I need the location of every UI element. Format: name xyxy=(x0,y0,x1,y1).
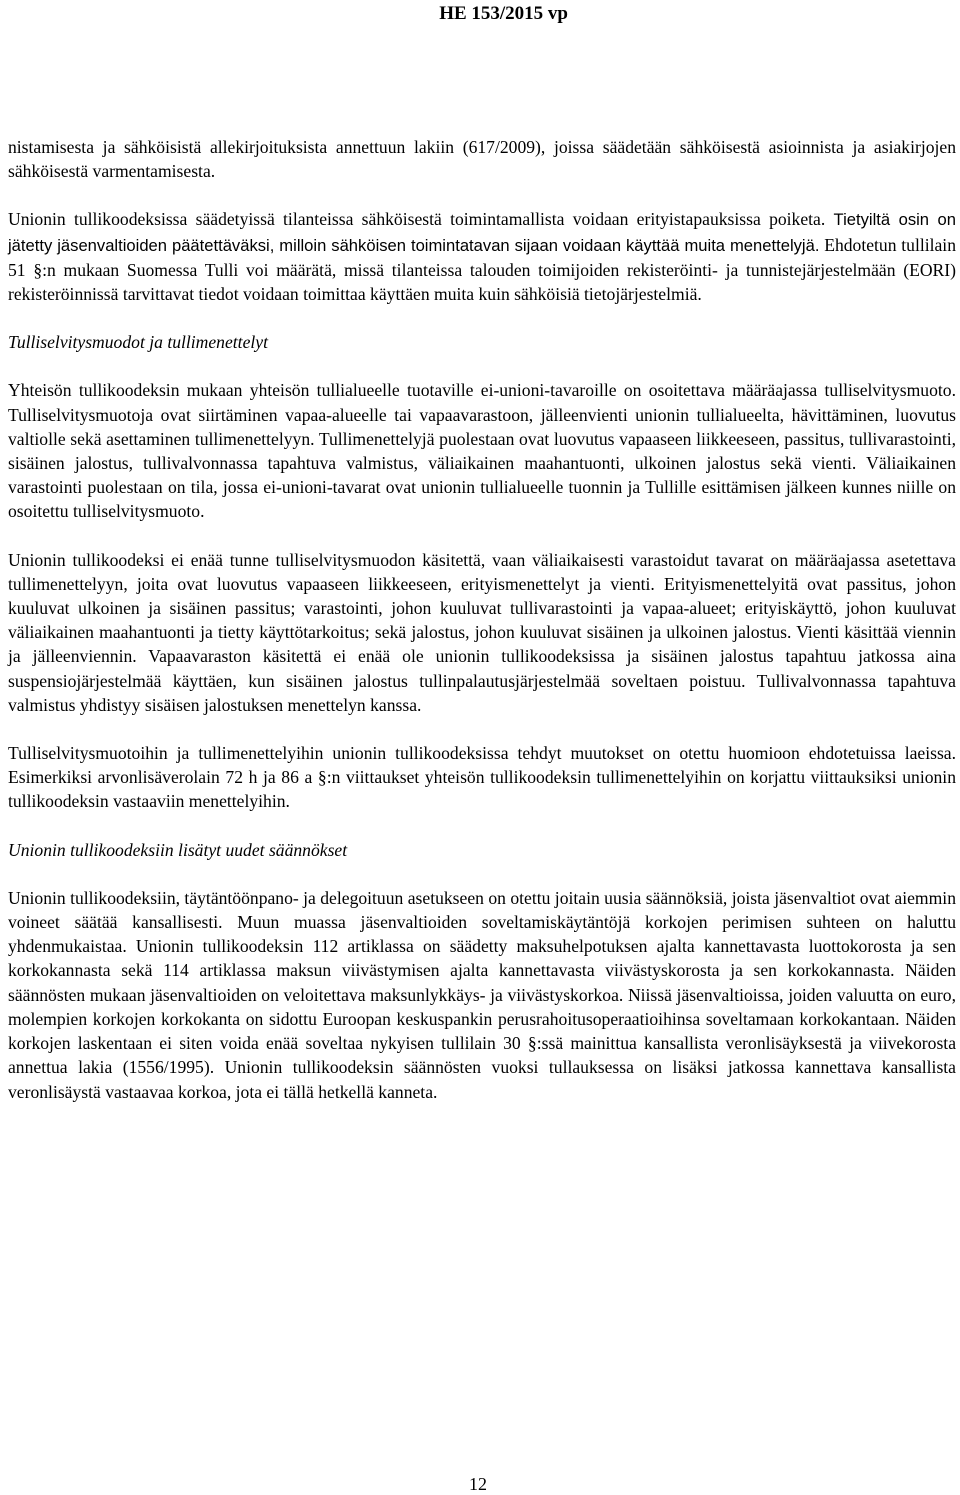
paragraph-continuation: nistamisesta ja sähköisistä allekirjoituksista annettuun lakiin (617/2009), joissa säädetään sähköisestä asioinnista ja asiakirjojen sähköisestä varmentamisesta. xyxy=(8,137,956,182)
paragraph: Yhteisön tullikoodeksin mukaan yhteisön tullialueelle tuotaville ei-unioni-tavaroille on osoitettava määräajassa tulliselvitysmuoto. Tulliselvitysmuotoja ovat siirtäminen vapaa-alueelle tai vapaavarastoon, jälleenvienti unionin tullialueelta, hävittäminen, luovutus valtiolle sekä asettaminen tullimenettelyyn. Tullimenettelyjä puolestaan ovat luovutus vapaaseen liikkeeseen, passitus, tullivarastointi, sisäinen jalostus, tullivalvonnassa tapahtuva valmistus, väliaikainen maahantuonti, ulkoinen jalostus sekä vienti. Väliaikainen varastointi puolestaan on tila, jossa ei-unioni-tavarat ovat unionin tullialueelle tuonnin ja Tullille esittämisen jälkeen kunnes niille on osoitettu tulliselvitysmuoto. xyxy=(8,380,956,522)
document-body xyxy=(8,135,956,1128)
paragraph: Tulliselvitysmuotoihin ja tullimenettelyihin unionin tullikoodeksissa tehdyt muutokset on otettu huomioon ehdotetuissa laeissa. Esimerkiksi arvonlisäverolain 72 h ja 86 a §:n viittaukset yhteisön tullikoodeksin tullimenettelyihin on korjattu viittauksiksi unionin tullikoodeksin vastaaviin menettelyihin. xyxy=(8,743,956,812)
document-id-header: HE 153/2015 vp xyxy=(439,3,568,24)
section-heading-clearance-forms: Tulliselvitysmuodot ja tullimenettelyt xyxy=(8,332,268,353)
paragraph-text: Unionin tullikoodeksissa säädetyissä tilanteissa sähköisestä toimintamallista voidaan erityistapauksissa poiketa. xyxy=(8,209,834,230)
paragraph: Unionin tullikoodeksi ei enää tunne tulliselvitysmuodon käsitettä, vaan väliaikaisesti varastoidut tavarat on määräajassa asetettava tullimenettelyyn, joita ovat luovutus vapaaseen liikkeeseen, erityismenettelyt ja vienti. Erityismenettelyitä ovat passitus, johon kuuluvat ulkoinen ja sisäinen passitus; varastointi, johon kuuluvat tullivarastointi ja vapaa-alueet; erityiskäyttö, johon kuuluvat väliaikainen maahantuonti ja tietty käyttötarkoitus; sekä jalostus, johon kuuluvat sisäinen ja ulkoinen jalostus. Vienti käsittää viennin ja jälleenviennin. Vapaavaraston käsitettä ei enää ole unionin tullikoodeksissa ja sisäinen jalostus tapahtuu jatkossa aina suspensiojärjestelmää käyttäen, kun sisäinen jalostus tullinpalautusjärjestelmää soveltaen poistuu. Tullivalvonnassa tapahtuva valmistus yhdistyy sisäisen jalostuksen menettelyn kanssa. xyxy=(8,549,956,715)
paragraph-text: Ehdotetun tullilain 51 §:n mukaan Suomessa Tulli voi määrätä, missä tilanteissa talouden toimijoiden rekisteröinti- ja tunnistejärjestelmään (EORI) rekisteröinnissä tarvittavat tiedot voidaan toimittaa käyttäen muita kuin sähköisiä tietojärjestelmiä. xyxy=(8,234,956,305)
paragraph-electronic-exceptions xyxy=(8,207,956,306)
paragraph: Unionin tullikoodeksiin, täytäntöönpano- ja delegoituun asetukseen on otettu joitain uusia säännöksiä, joista jäsenvaltiot ovat aiemmin voineet säätää kansallisesti. Muun muassa jäsenvaltioiden soveltamiskäytäntöjä korkojen perimisen suhteen on haluttu yhdenmukaistaa. Unionin tullikoodeksin 112 artiklassa on säädetty maksuhelpotuksen ajalta kannettavasta luottokorosta ja sen korkokannasta sekä 114 artiklassa maksun viivästymisen ajalta kannettavasta viivästyskorosta ja sen korkokannasta. Näiden säännösten mukaan jäsenvaltioiden on veloitettava maksunlykkäys- ja viivästyskorkoa. Niissä jäsenvaltioissa, joiden valuutta on euro, molempien korkojen korkokanta on sidottu Euroopan keskuspankin perusrahoitusoperaatioihinsa soveltamaan korkokantaan. Näiden korkojen laskentaan ei siten voida enää soveltaa nykyisen tullilain 30 §:ssä mainittua kansallista veronlisäyksestä ja viivekorosta annettua lakia (1556/1995). Unionin tullikoodeksin säännösten vuoksi tullauksessa on lisäksi jatkossa kannettava kansallista veronlisäystä vastaavaa korkoa, jota ei tällä hetkellä kanneta. xyxy=(8,887,956,1102)
section-heading-new-provisions: Unionin tullikoodeksiin lisätyt uudet säännökset xyxy=(8,839,348,860)
page-number: 12 xyxy=(469,1474,487,1494)
paragraph-text-sans: Tietyiltä osin on jätetty jäsenvaltioiden päätettäväksi, milloin sähköisen toimintatavan sijaan voidaan käyttää muita menettelyjä. xyxy=(8,210,956,255)
